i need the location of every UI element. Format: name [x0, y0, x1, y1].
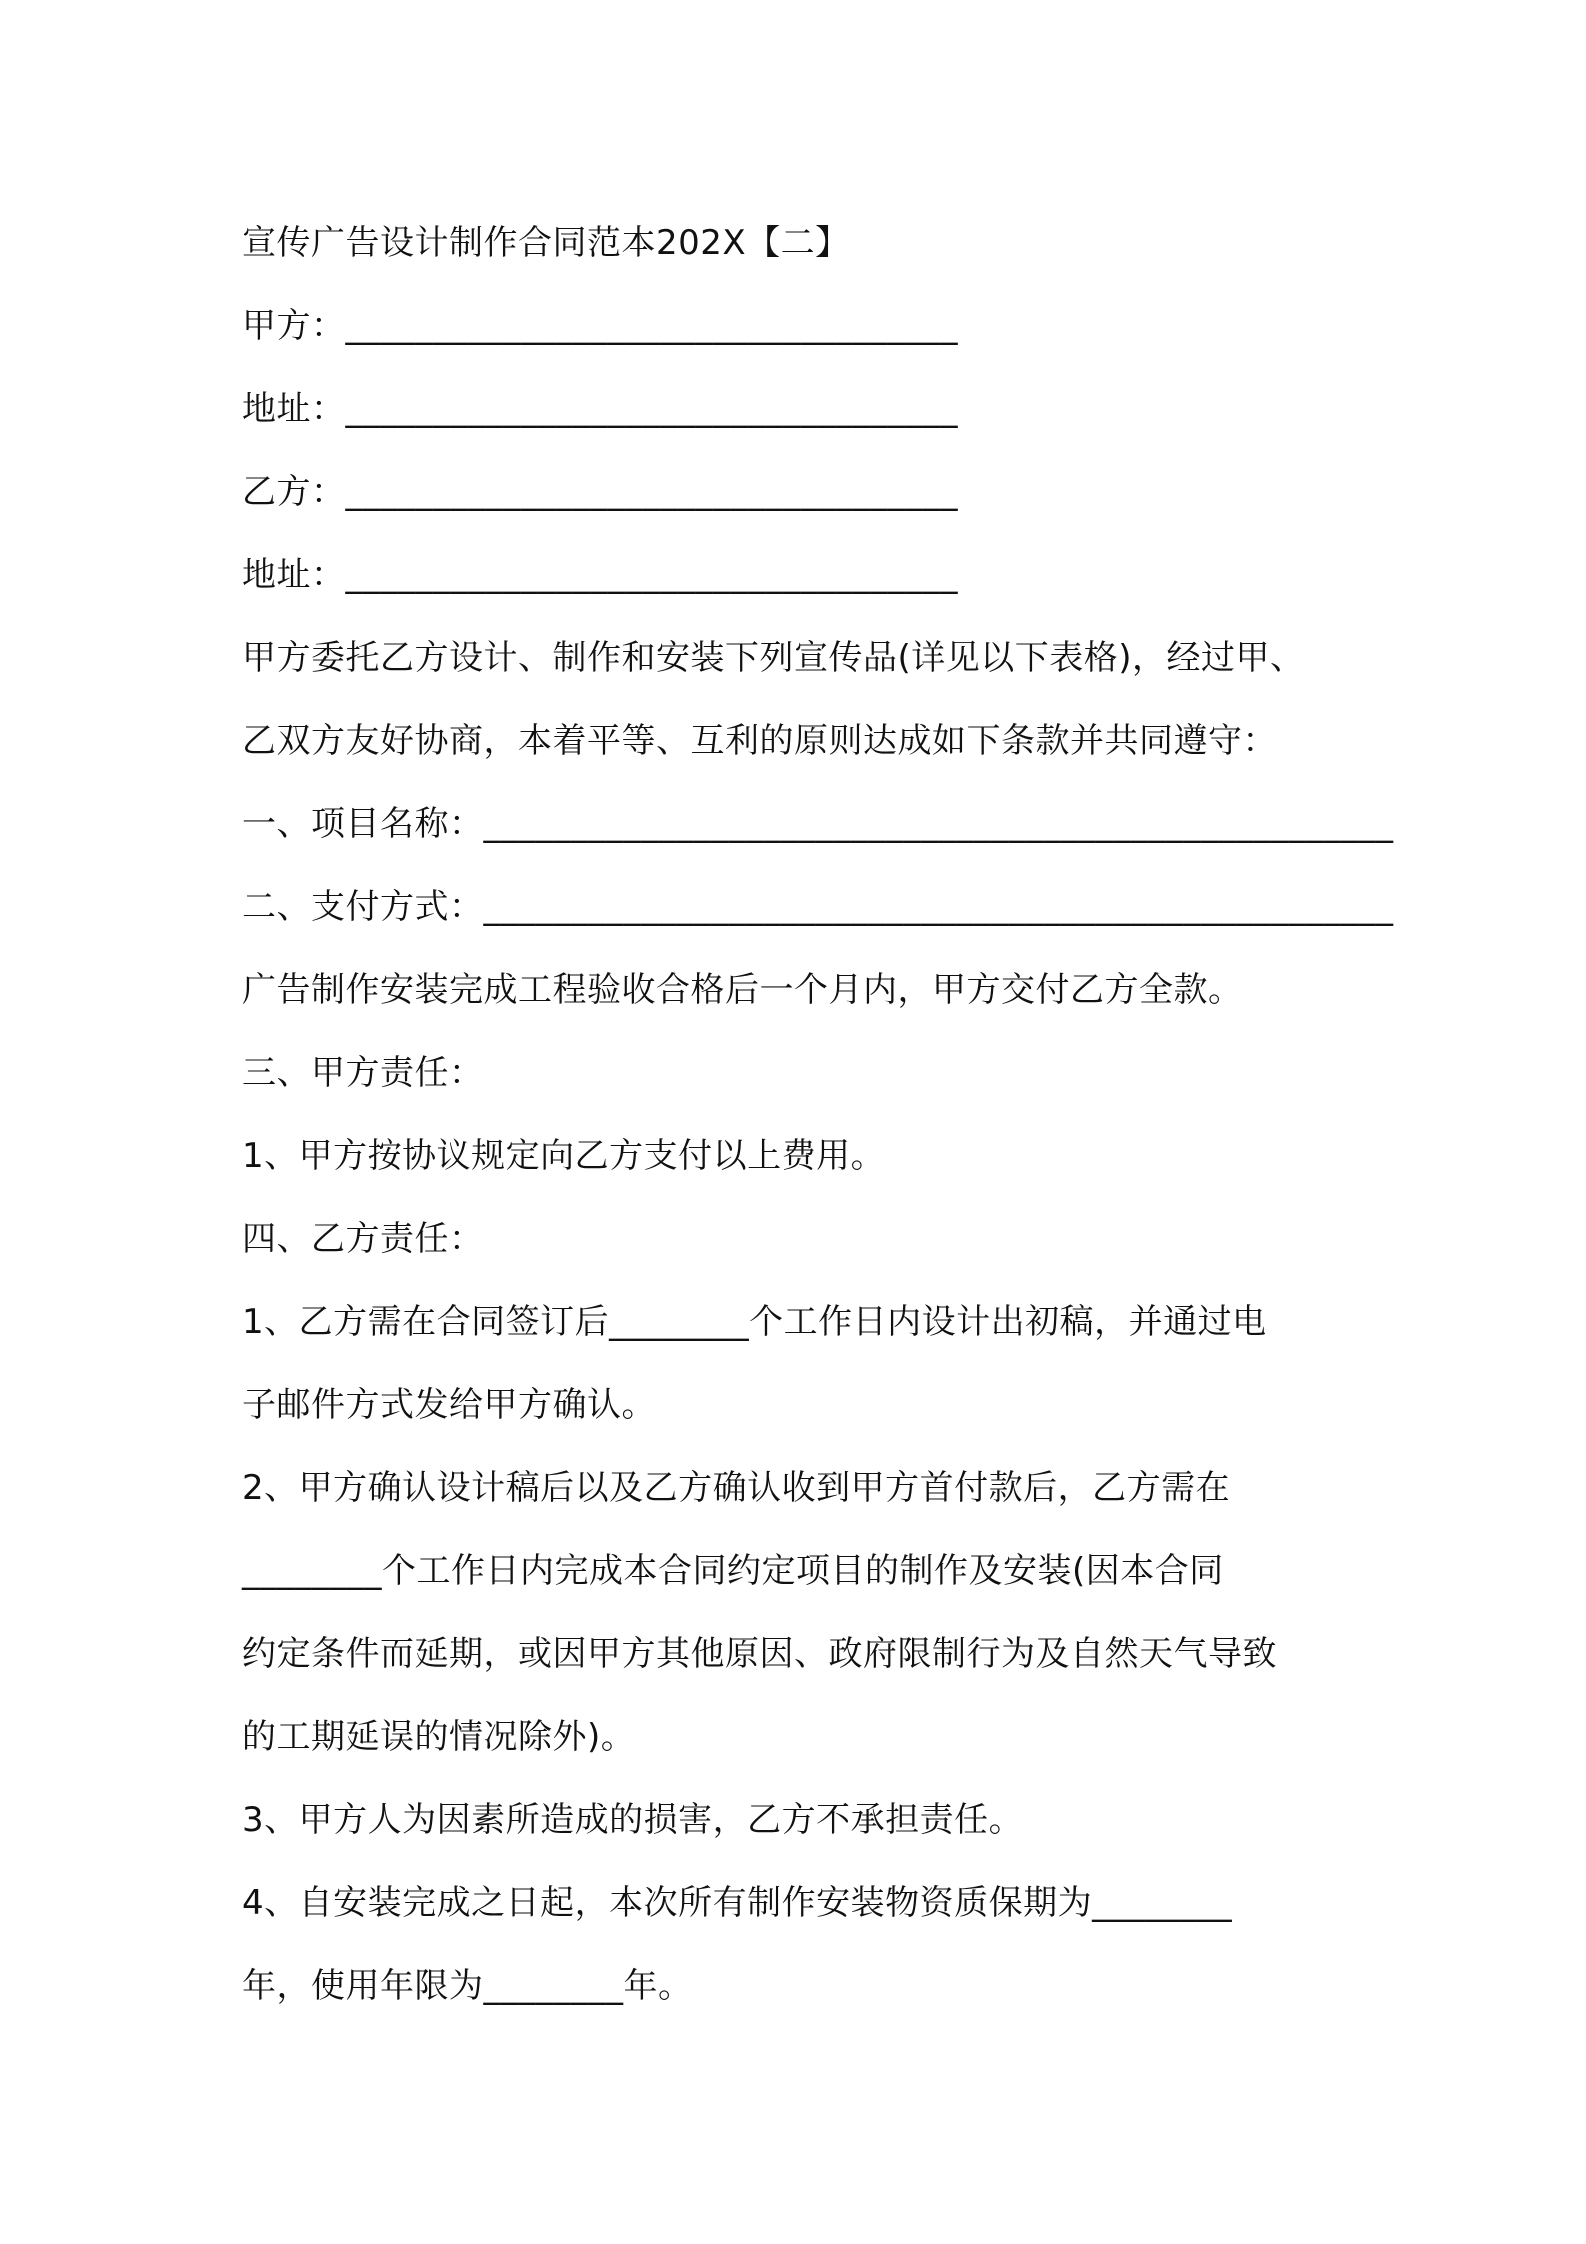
- party-b-duty-2-line-2: ________个工作日内完成本合同约定项目的制作及安装(因本合同: [242, 1551, 1224, 1591]
- payment-terms-text: 广告制作安装完成工程验收合格后一个月内，甲方交付乙方全款。: [242, 970, 1243, 1010]
- payment-method-line: 二、支付方式：____________________________________________________: [242, 887, 1394, 927]
- section-party-b-duties: 四、乙方责任：: [242, 1219, 484, 1259]
- party-b-duty-2-line-3: 约定条件而延期，或因甲方其他原因、政府限制行为及自然天气导致: [242, 1634, 1277, 1674]
- party-b-duty-4-line-2: 年，使用年限为________年。: [242, 1966, 693, 2006]
- party-b-duty-1-line-2: 子邮件方式发给甲方确认。: [242, 1385, 656, 1425]
- party-b-duty-3: 3、甲方人为因素所造成的损害，乙方不承担责任。: [242, 1800, 1024, 1840]
- party-b-duty-2-line-4: 的工期延误的情况除外)。: [242, 1717, 636, 1757]
- party-a-address-line: 地址：___________________________________: [242, 389, 958, 429]
- intro-paragraph-line-2: 乙双方友好协商，本着平等、互利的原则达成如下条款并共同遵守：: [242, 721, 1277, 761]
- document-title: 宣传广告设计制作合同范本202X【二】: [242, 223, 850, 263]
- project-name-line: 一、项目名称：____________________________________________________: [242, 804, 1394, 844]
- party-a-duty-1: 1、甲方按协议规定向乙方支付以上费用。: [242, 1136, 886, 1176]
- party-b-duty-2-line-1: 2、甲方确认设计稿后以及乙方确认收到甲方首付款后，乙方需在: [242, 1468, 1231, 1508]
- party-b-line: 乙方：___________________________________: [242, 472, 958, 512]
- document-body: [242, 202, 1394, 2028]
- party-b-address-line: 地址：___________________________________: [242, 555, 958, 595]
- party-a-line: 甲方：___________________________________: [242, 306, 958, 346]
- party-b-duty-1-line-1: 1、乙方需在合同签订后________个工作日内设计出初稿，并通过电: [242, 1302, 1267, 1342]
- section-party-a-duties: 三、甲方责任：: [242, 1053, 484, 1093]
- party-b-duty-4-line-1: 4、自安装完成之日起，本次所有制作安装物资质保期为________: [242, 1883, 1233, 1923]
- intro-paragraph-line-1: 甲方委托乙方设计、制作和安装下列宣传品(详见以下表格)，经过甲、: [242, 638, 1305, 678]
